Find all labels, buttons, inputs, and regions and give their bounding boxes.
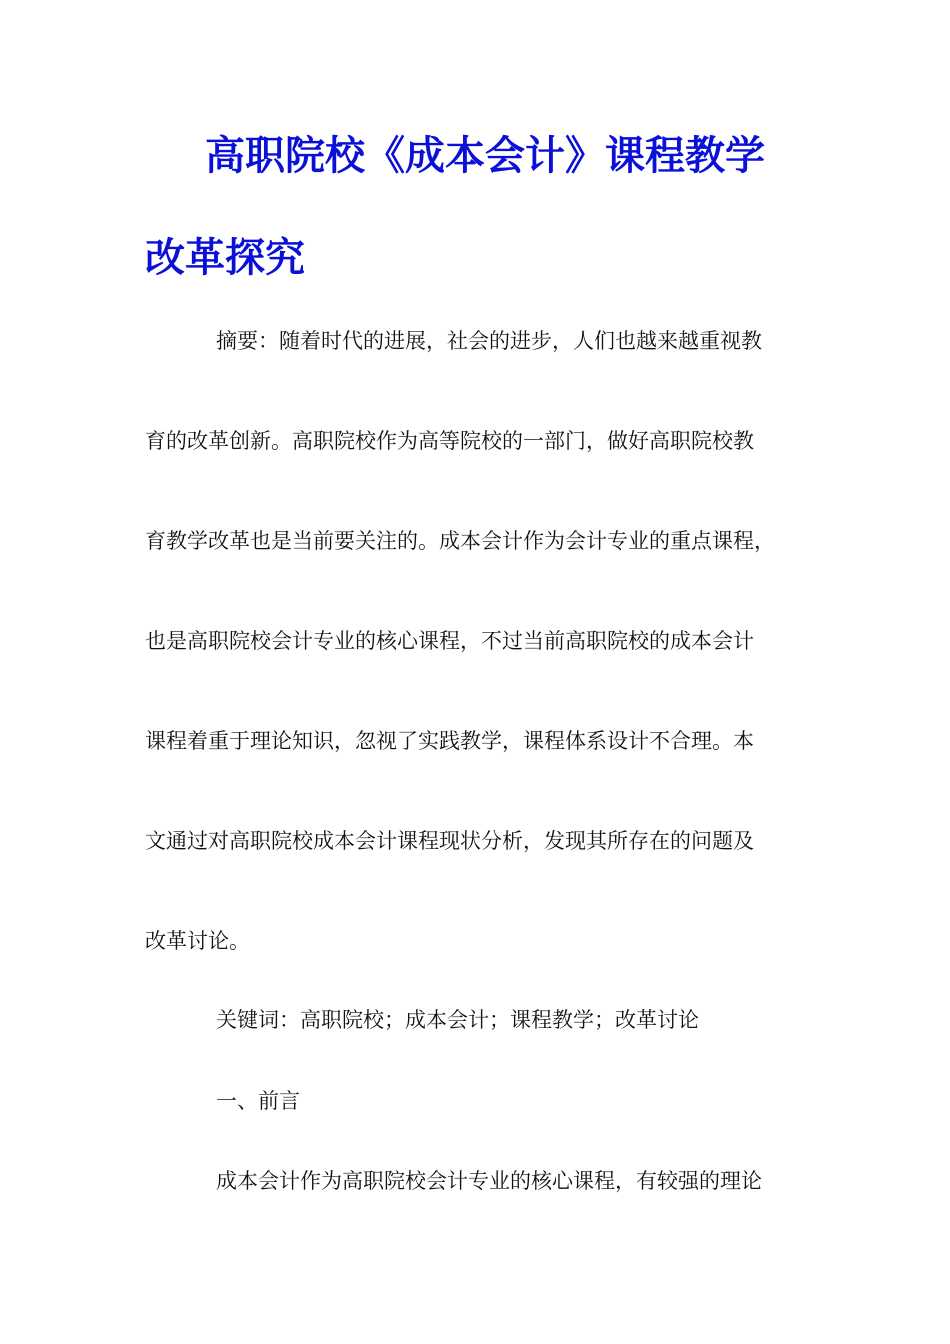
abstract-line: 改革讨论。: [145, 929, 250, 953]
abstract-line: 文通过对高职院校成本会计课程现状分析，发现其所存在的问题及: [145, 829, 754, 853]
abstract-line: 课程着重于理论知识，忽视了实践教学，课程体系设计不合理。本: [145, 729, 754, 753]
document-title-line-1: 高职院校《成本会计》课程教学: [205, 132, 765, 179]
section-heading: 一、前言: [216, 1089, 300, 1113]
keywords-line: 关键词：高职院校；成本会计；课程教学；改革讨论: [216, 1008, 699, 1032]
abstract-line: 育的改革创新。高职院校作为高等院校的一部门，做好高职院校教: [145, 429, 754, 453]
body-paragraph-line: 成本会计作为高职院校会计专业的核心课程，有较强的理论: [216, 1169, 762, 1193]
abstract-line: 摘要：随着时代的进展，社会的进步，人们也越来越重视教: [216, 329, 762, 353]
document-title-line-2: 改革探究: [145, 234, 305, 281]
abstract-line: 育教学改革也是当前要关注的。成本会计作为会计专业的重点课程，: [145, 529, 775, 553]
abstract-line: 也是高职院校会计专业的核心课程，不过当前高职院校的成本会计: [145, 629, 754, 653]
